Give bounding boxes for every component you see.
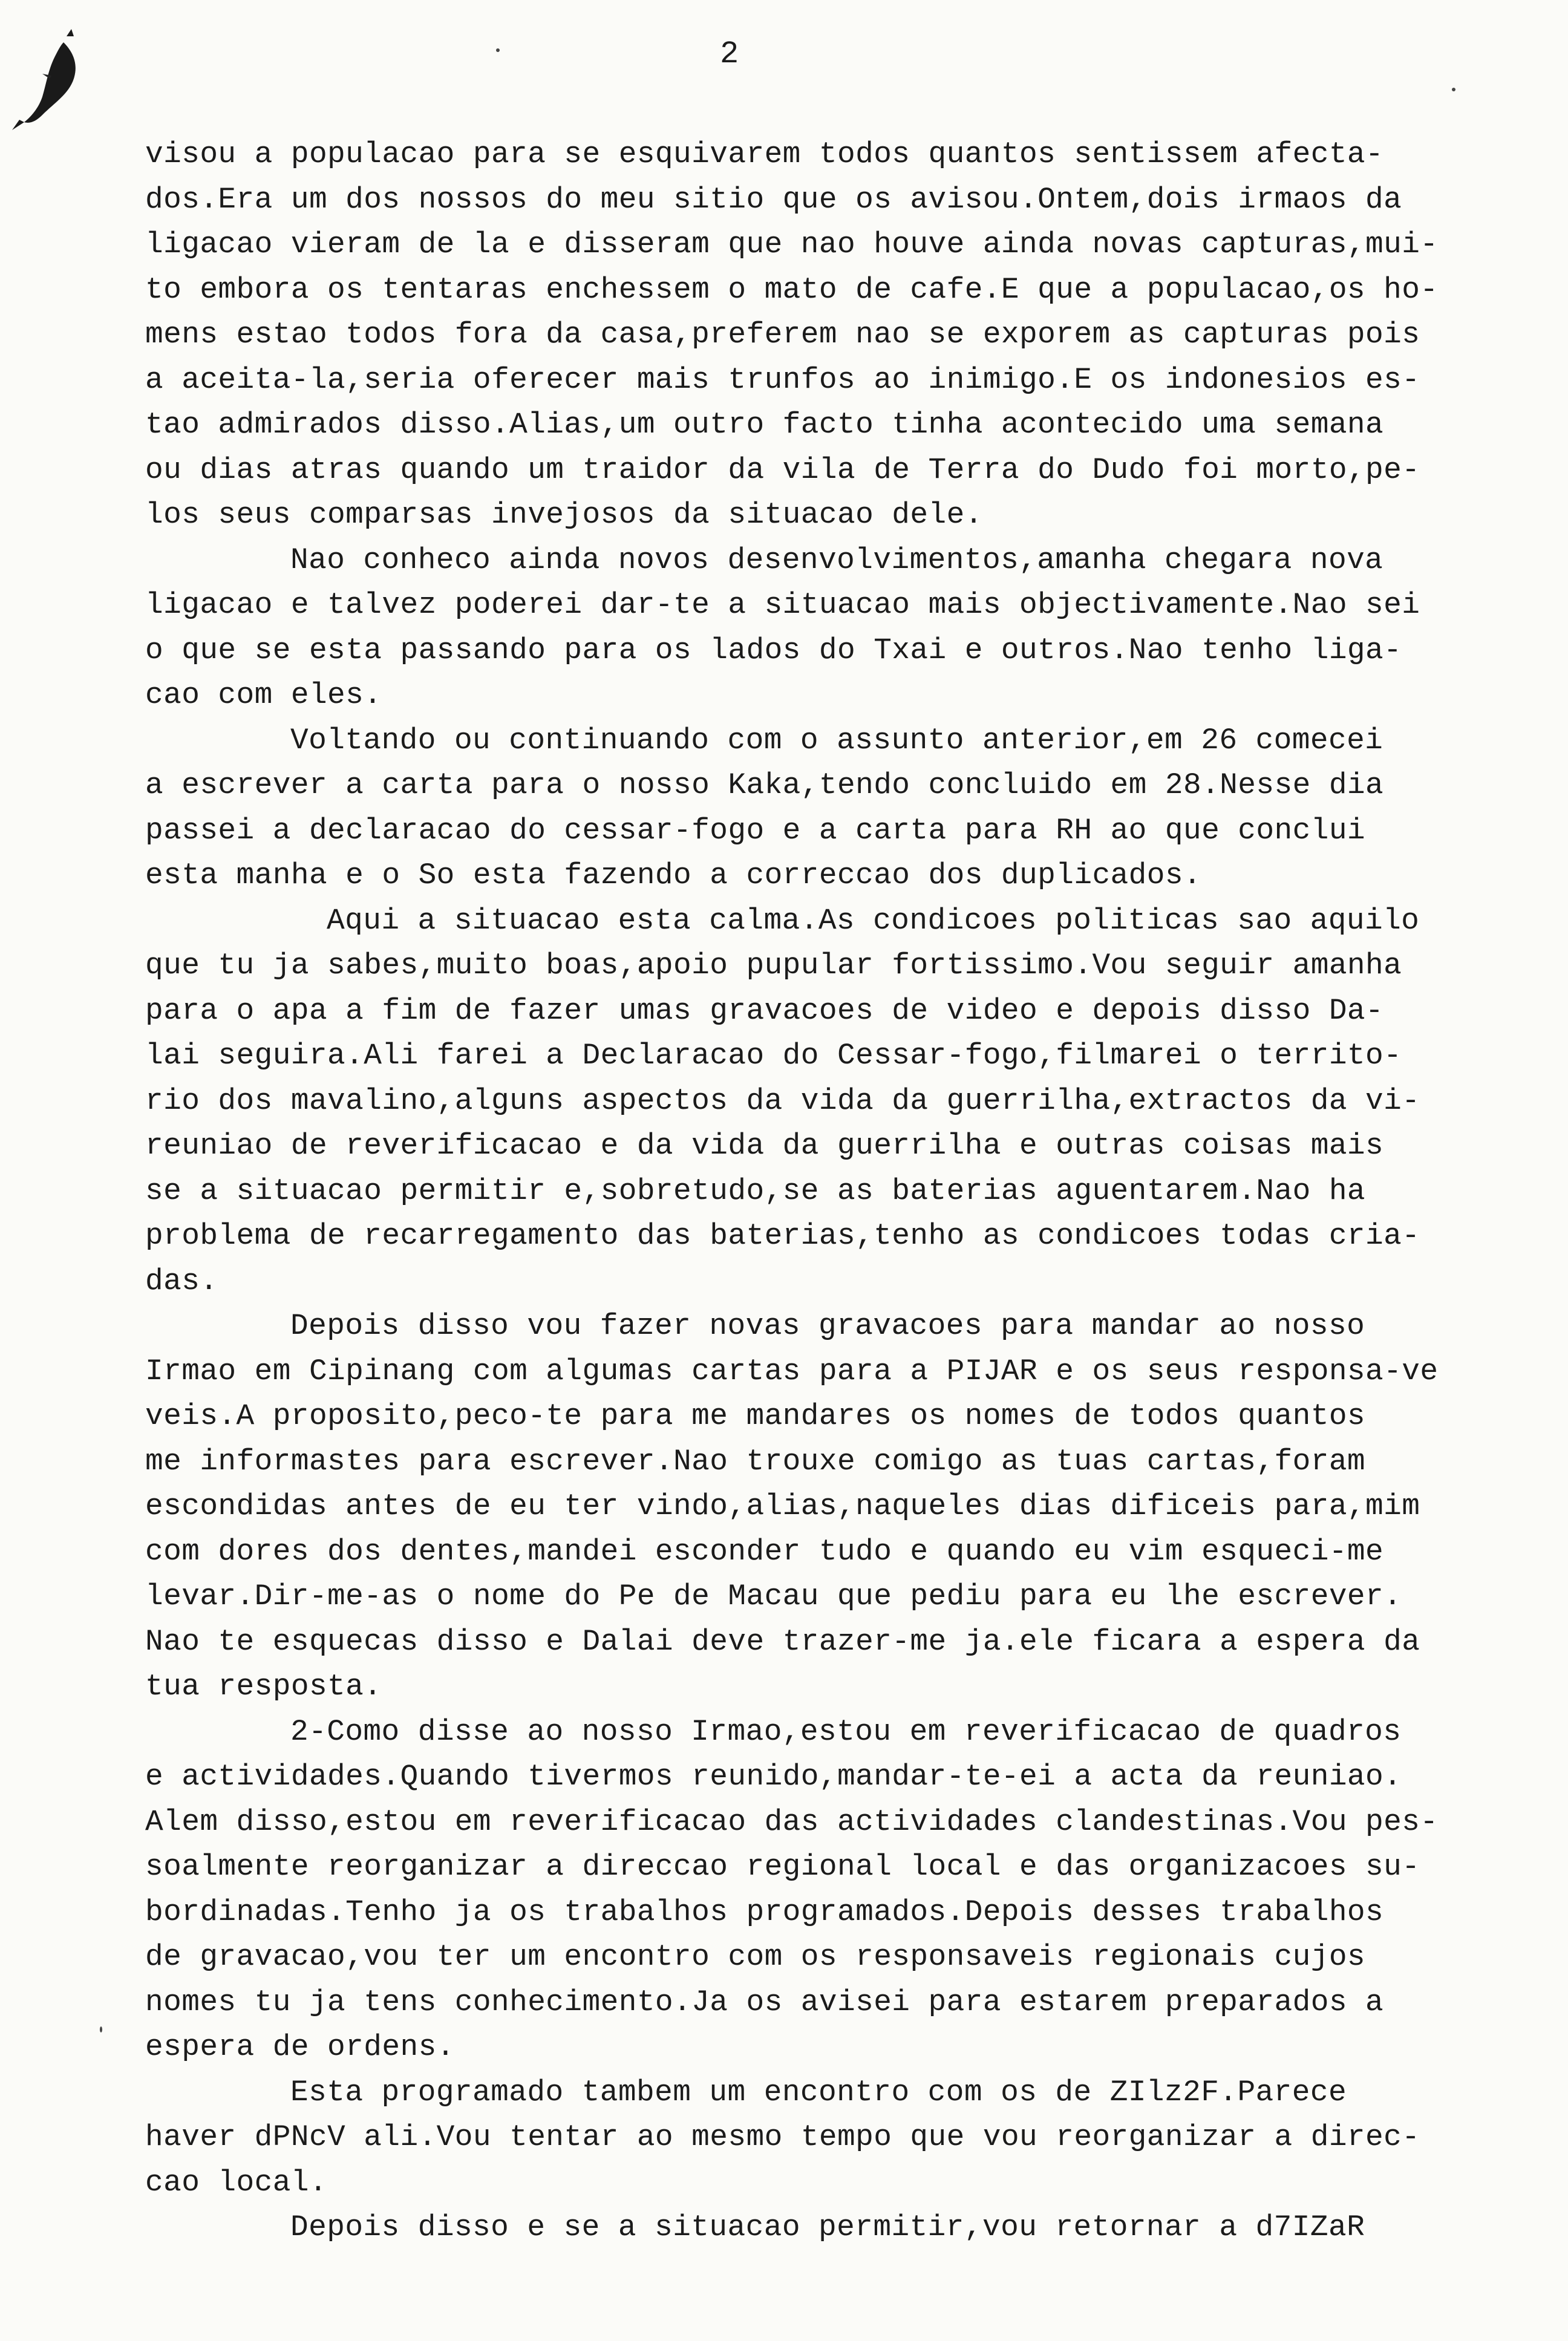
text-line: to embora os tentaras enchessem o mato de cafe.E que a populacao,os ho- bbox=[145, 272, 1439, 307]
paper-speck bbox=[100, 2026, 102, 2032]
text-line: passei a declaracao do cessar-fogo e a carta para RH ao que conclui bbox=[145, 813, 1366, 847]
text-line: soalmente reorganizar a direccao regional local e das organizacoes su- bbox=[145, 1850, 1420, 1884]
text-line: cao local. bbox=[145, 2165, 328, 2199]
text-line: tao admirados disso.Alias,um outro facto tinha acontecido uma semana bbox=[145, 408, 1384, 442]
text-line: e actividades.Quando tivermos reunido,mandar-te-ei a acta da reuniao. bbox=[145, 1760, 1402, 1794]
paper-speck bbox=[496, 48, 500, 52]
text-line: ou dias atras quando um traidor da vila de Terra do Dudo foi morto,pe- bbox=[145, 452, 1420, 487]
text-line: levar.Dir-me-as o nome do Pe de Macau que pediu para eu lhe escrever. bbox=[145, 1579, 1402, 1613]
text-line: Irmao em Cipinang com algumas cartas para a PIJAR e os seus responsa-ve bbox=[145, 1354, 1439, 1388]
text-line: rio dos mavalino,alguns aspectos da vida da guerrilha,extractos da vi- bbox=[145, 1083, 1420, 1118]
text-line: se a situacao permitir e,sobretudo,se as baterias aguentarem.Nao ha bbox=[145, 1174, 1366, 1208]
text-line: dos.Era um dos nossos do meu sitio que os avisou.Ontem,dois irmaos da bbox=[145, 182, 1402, 217]
page-number: 2 bbox=[720, 36, 739, 72]
text-line: me informastes para escrever.Nao trouxe comigo as tuas cartas,foram bbox=[145, 1444, 1366, 1478]
text-line: Nao te esquecas disso e Dalai deve trazer-me ja.ele ficara a espera da bbox=[145, 1624, 1420, 1659]
text-line: das. bbox=[145, 1264, 218, 1298]
letter-body bbox=[145, 132, 1500, 2250]
text-line: a aceita-la,seria oferecer mais trunfos ao inimigo.E os indonesios es- bbox=[145, 362, 1420, 397]
text-line: cao com eles. bbox=[145, 678, 382, 712]
text-line: haver dPNcV ali.Vou tentar ao mesmo tempo que vou reorganizar a direc- bbox=[145, 2120, 1420, 2154]
text-line: los seus comparsas invejosos da situacao dele. bbox=[145, 498, 983, 532]
text-line: problema de recarregamento das baterias,tenho as condicoes todas cria- bbox=[145, 1219, 1420, 1253]
text-line: Aqui a situacao esta calma.As condicoes politicas sao aquilo bbox=[327, 903, 1420, 938]
text-line: com dores dos dentes,mandei esconder tudo e quando eu vim esqueci-me bbox=[145, 1534, 1384, 1569]
text-line: ligacao vieram de la e disseram que nao houve ainda novas capturas,mui- bbox=[145, 227, 1439, 261]
text-line: reuniao de reverificacao e da vida da guerrilha e outras coisas mais bbox=[145, 1129, 1384, 1163]
text-line: o que se esta passando para os lados do Txai e outros.Nao tenho liga- bbox=[145, 633, 1402, 667]
text-line: Alem disso,estou em reverificacao das actividades clandestinas.Vou pes- bbox=[145, 1804, 1439, 1839]
text-line: tua resposta. bbox=[145, 1670, 382, 1703]
text-line: veis.A proposito,peco-te para me mandares os nomes de todos quantos bbox=[145, 1399, 1366, 1433]
text-line: a escrever a carta para o nosso Kaka,tendo concluido em 28.Nesse dia bbox=[145, 768, 1384, 802]
text-line: Nao conheco ainda novos desenvolvimentos,amanha chegara nova bbox=[290, 543, 1383, 577]
paper-speck bbox=[1452, 88, 1455, 91]
text-line: esta manha e o So esta fazendo a correccao dos duplicados. bbox=[145, 858, 1202, 892]
ink-blot-mark bbox=[6, 18, 109, 139]
text-line: nomes tu ja tens conhecimento.Ja os avisei para estarem preparados a bbox=[145, 1985, 1384, 2019]
text-line: Depois disso vou fazer novas gravacoes para mandar ao nosso bbox=[290, 1309, 1365, 1343]
text-line: mens estao todos fora da casa,preferem nao se exporem as capturas pois bbox=[145, 318, 1420, 351]
text-line: Depois disso e se a situacao permitir,vou retornar a d7IZaR bbox=[290, 2210, 1365, 2244]
text-line: 2-Como disse ao nosso Irmao,estou em reverificacao de quadros bbox=[290, 1714, 1402, 1749]
text-line: lai seguira.Ali farei a Declaracao do Cessar-fogo,filmarei o territo- bbox=[145, 1039, 1402, 1073]
text-line: Esta programado tambem um encontro com os de ZIlz2F.Parece bbox=[290, 2075, 1347, 2109]
text-line: para o apa a fim de fazer umas gravacoes de video e depois disso Da- bbox=[145, 993, 1384, 1028]
text-line: de gravacao,vou ter um encontro com os responsaveis regionais cujos bbox=[145, 1940, 1366, 1974]
text-line: espera de ordens. bbox=[145, 2030, 455, 2064]
text-line: visou a populacao para se esquivarem todos quantos sentissem afecta- bbox=[145, 137, 1384, 171]
text-line: que tu ja sabes,muito boas,apoio pupular fortissimo.Vou seguir amanha bbox=[145, 948, 1402, 982]
text-line: bordinadas.Tenho ja os trabalhos programados.Depois desses trabalhos bbox=[145, 1895, 1384, 1929]
text-line: escondidas antes de eu ter vindo,alias,naqueles dias dificeis para,mim bbox=[145, 1489, 1420, 1523]
text-line: ligacao e talvez poderei dar-te a situacao mais objectivamente.Nao sei bbox=[145, 588, 1420, 622]
text-line: Voltando ou continuando com o assunto anterior,em 26 comecei bbox=[290, 723, 1383, 757]
